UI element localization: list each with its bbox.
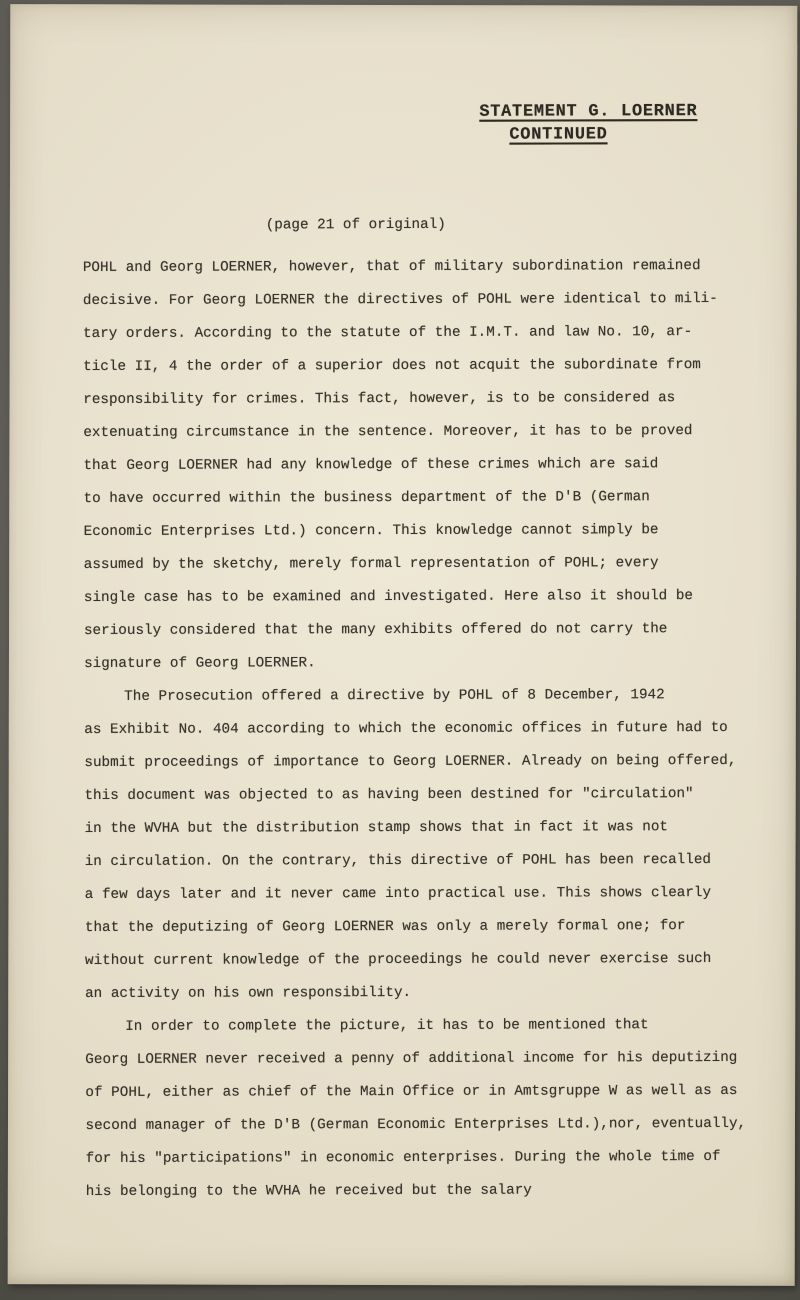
paragraph-line: an activity on his own responsibility. bbox=[85, 984, 412, 1002]
paragraph-line: to have occurred within the business department of the D'B (German bbox=[83, 489, 650, 508]
paragraph-line: Economic Enterprises Ltd.) concern. This knowledge cannot simply be bbox=[83, 522, 659, 541]
paragraph-line: this document was objected to as having been destined for "circulation" bbox=[84, 786, 694, 804]
paragraph-line: responsibility for crimes. This fact, however, is to be considered as bbox=[83, 390, 676, 409]
paragraph-line: second manager of the D'B (German Economic Enterprises Ltd.),nor, eventually, bbox=[85, 1115, 747, 1134]
paragraph-line: his belonging to the WVHA he received but the salary bbox=[85, 1182, 532, 1200]
body-text bbox=[83, 250, 758, 1209]
paragraph bbox=[84, 679, 757, 1011]
paragraph-line: extenuating circumstance in the sentence. Moreover, it has to be proved bbox=[83, 423, 693, 442]
header-subtitle: CONTINUED bbox=[509, 125, 608, 145]
page-content bbox=[7, 4, 798, 1286]
paragraph-line: without current knowledge of the proceedings he could never exercise such bbox=[84, 951, 712, 969]
page-label: (page 21 of original) bbox=[265, 216, 446, 234]
paragraph-line: decisive. For Georg LOERNER the directives of POHL were identical to mili- bbox=[82, 291, 718, 310]
paragraph-line: in circulation. On the contrary, this directive of POHL has been recalled bbox=[84, 852, 712, 870]
paragraph-line: ticle II, 4 the order of a superior does not acquit the subordinate from bbox=[83, 357, 701, 376]
paragraph-line: in the WVHA but the distribution stamp shows that in fact it was not bbox=[84, 819, 669, 837]
paragraph-line: that Georg LOERNER had any knowledge of these crimes which are said bbox=[83, 456, 659, 475]
paragraph-line: as Exhibit No. 404 according to which the economic offices in future had to bbox=[84, 719, 728, 739]
paragraph-line: assumed by the sketchy, merely formal representation of POHL; every bbox=[83, 555, 659, 574]
paragraph-line: Georg LOERNER never received a penny of additional income for his deputizing bbox=[85, 1049, 738, 1068]
paragraph-line: POHL and Georg LOERNER, however, that of military subordination remained bbox=[82, 258, 701, 277]
document-header bbox=[479, 100, 697, 147]
paragraph-line: submit proceedings of importance to Georg LOERNER. Already on being offered, bbox=[84, 752, 737, 771]
header-title: STATEMENT G. LOERNER bbox=[479, 102, 698, 122]
paragraph bbox=[85, 1009, 758, 1209]
paragraph-line: for his "participations" in economic enterprises. During the whole time of bbox=[85, 1149, 721, 1167]
paragraph-line: single case has to be examined and investigated. Here also it should be bbox=[83, 588, 694, 607]
paragraph-line: tary orders. According to the statute of the I.M.T. and law No. 10, ar- bbox=[82, 324, 693, 343]
paragraph-line: The Prosecution offered a directive by POHL of 8 December, 1942 bbox=[124, 687, 665, 705]
paragraph-line: a few days later and it never came into practical use. This shows clearly bbox=[84, 885, 712, 903]
paragraph bbox=[83, 250, 756, 681]
paragraph-line: signature of Georg LOERNER. bbox=[84, 655, 316, 673]
paragraph-line: that the deputizing of Georg LOERNER was only a merely formal one; for bbox=[84, 918, 686, 936]
paragraph-line: seriously considered that the many exhibits offered do not carry the bbox=[83, 621, 668, 640]
paragraph-line: In order to complete the picture, it has to be mentioned that bbox=[125, 1017, 649, 1035]
paragraph-line: of POHL, either as chief of the Main Office or in Amtsgruppe W as well as as bbox=[85, 1082, 738, 1101]
document-page bbox=[8, 4, 798, 1286]
